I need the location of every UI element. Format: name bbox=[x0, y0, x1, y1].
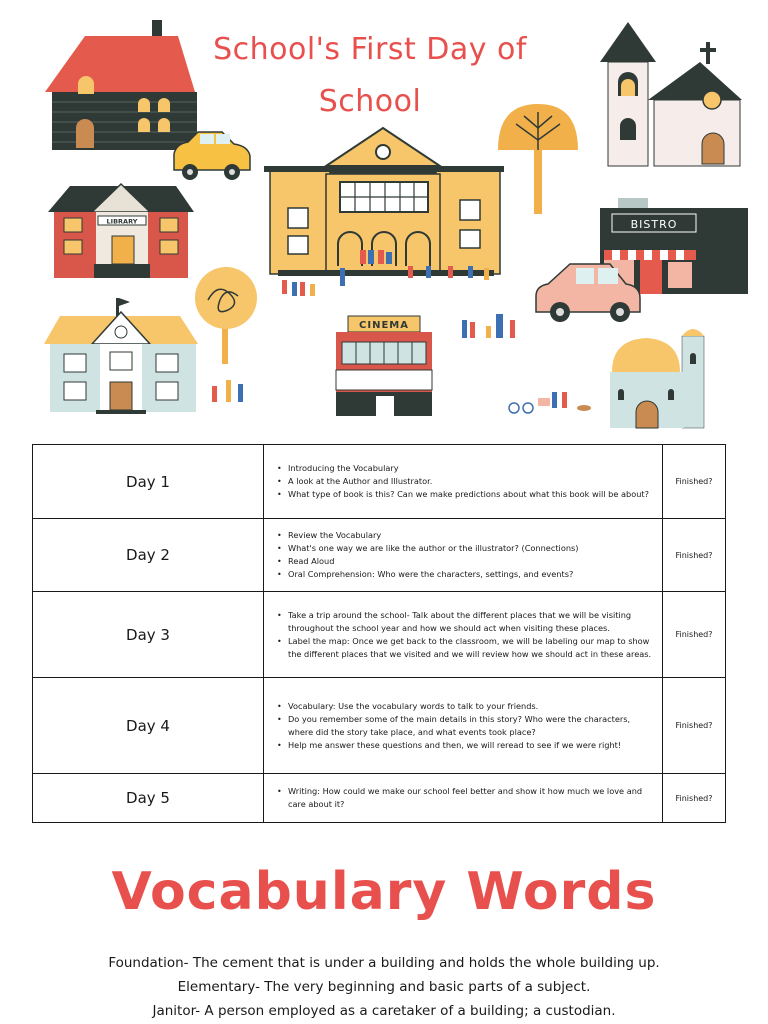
list-item: • Take a trip around the school- Talk about the different places that we will be visiting throughout the school year and how we should act when visiting these places. bbox=[274, 609, 654, 635]
task-list bbox=[274, 609, 654, 661]
task-list bbox=[274, 785, 654, 811]
day-label: Day 5 bbox=[33, 774, 264, 823]
table-row bbox=[33, 592, 726, 678]
table-row bbox=[33, 519, 726, 592]
day-label: Day 4 bbox=[33, 678, 264, 774]
finished-status: Finished? bbox=[663, 519, 726, 592]
library-illustration bbox=[48, 184, 194, 278]
table-row bbox=[33, 774, 726, 823]
finished-status: Finished? bbox=[663, 592, 726, 678]
page-title: School's First Day of School bbox=[213, 32, 527, 119]
cinema-sign: CINEMA bbox=[359, 320, 409, 331]
lesson-plan-table bbox=[32, 444, 726, 823]
vocabulary-item: Janitor- A person employed as a caretaker of a building; a custodian. bbox=[152, 1003, 616, 1019]
blue-school-illustration bbox=[44, 298, 198, 414]
list-item: • Introducing the Vocabulary bbox=[274, 462, 654, 475]
mosque-illustration bbox=[610, 329, 704, 428]
vocabulary-list bbox=[0, 951, 768, 1023]
church-illustration bbox=[600, 22, 742, 166]
bistro-sign: BISTRO bbox=[630, 218, 678, 231]
list-item: • Review the Vocabulary bbox=[274, 529, 654, 542]
list-item: • Do you remember some of the main details in this story? Who were the characters, where did the story take place, and what events took place? bbox=[274, 713, 654, 739]
task-list bbox=[274, 700, 654, 752]
vocabulary-item: Foundation- The cement that is under a building and holds the whole building up. bbox=[108, 955, 660, 971]
list-item: • Vocabulary: Use the vocabulary words to talk to your friends. bbox=[274, 700, 654, 713]
list-item: • Writing: How could we make our school feel better and show it how much we love and care about it? bbox=[274, 785, 654, 811]
vocabulary-heading: Vocabulary Words bbox=[111, 862, 657, 922]
list-item: • Read Aloud bbox=[274, 555, 654, 568]
task-list bbox=[274, 462, 654, 501]
finished-status: Finished? bbox=[663, 678, 726, 774]
list-item: • What's one way we are like the author or the illustrator? (Connections) bbox=[274, 542, 654, 555]
list-item: • A look at the Author and Illustrator. bbox=[274, 475, 654, 488]
day-label: Day 2 bbox=[33, 519, 264, 592]
vocabulary-item: Elementary- The very beginning and basic parts of a subject. bbox=[177, 979, 591, 995]
doodle-tree-illustration bbox=[195, 267, 257, 364]
list-item: • What type of book is this? Can we make predictions about what this book will be about? bbox=[274, 488, 654, 501]
task-list bbox=[274, 529, 654, 581]
library-sign: LIBRARY bbox=[106, 217, 138, 226]
day-label: Day 1 bbox=[33, 445, 264, 519]
list-item: • Help me answer these questions and then, we will reread to see if we were right! bbox=[274, 739, 654, 752]
table-row bbox=[33, 678, 726, 774]
finished-status: Finished? bbox=[663, 774, 726, 823]
list-item: • Label the map: Once we get back to the classroom, we will be labeling our map to show the different places that we visited and we will review how we should act in these areas. bbox=[274, 635, 654, 661]
cinema-illustration bbox=[336, 316, 432, 416]
house-illustration bbox=[45, 20, 197, 150]
finished-status: Finished? bbox=[663, 445, 726, 519]
day-label: Day 3 bbox=[33, 592, 264, 678]
list-item: • Oral Comprehension: Who were the characters, settings, and events? bbox=[274, 568, 654, 581]
table-row bbox=[33, 445, 726, 519]
